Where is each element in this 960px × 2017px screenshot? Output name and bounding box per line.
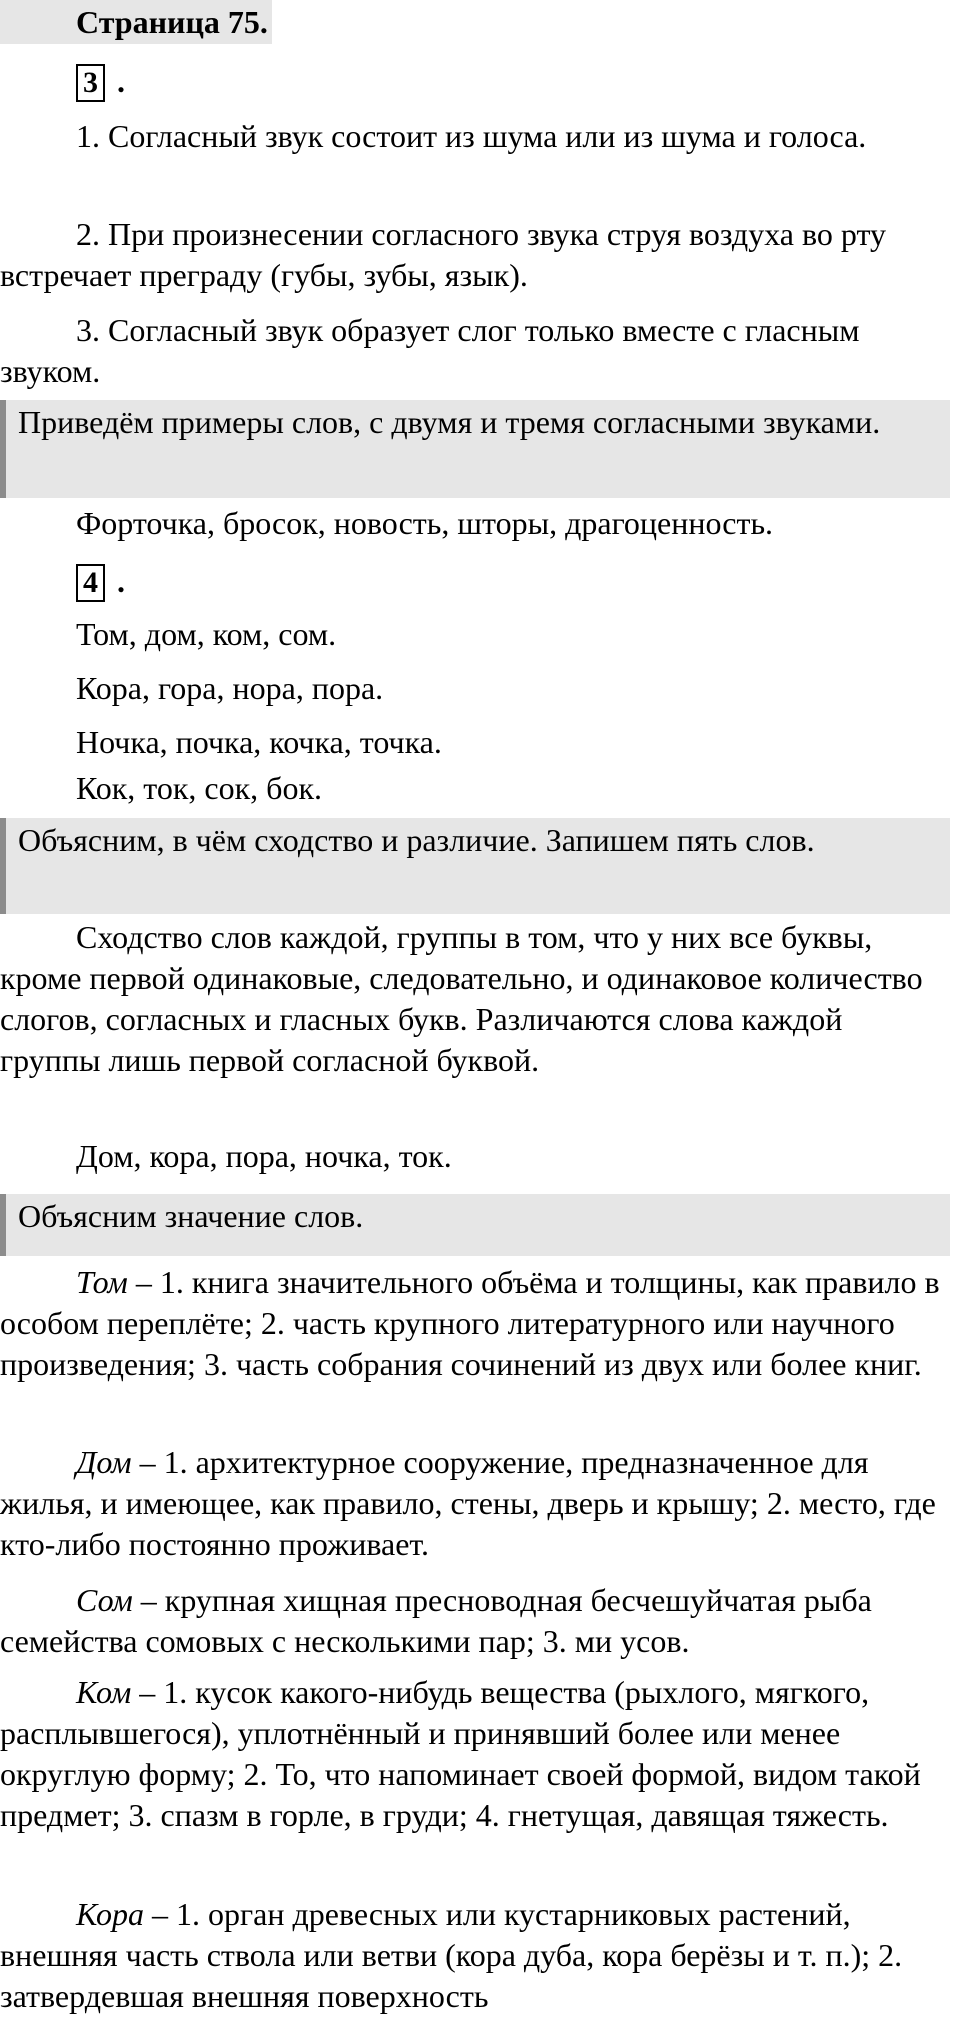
task-4-note-1: Объясним, в чём сходство и различие. Запишем пять слов.: [0, 818, 950, 914]
definition-kom: [0, 1672, 950, 1836]
task-3-paragraph-2: 2. При произнесении согласного звука струя воздуха во рту встречает преграду (губы, зубы, язык).: [0, 216, 886, 293]
page: Страница 75. 3 . 1. Согласный звук состоит из шума или из шума и голоса. 2. При произнесении согласного звука струя воздуха во рту встречает преграду (губы, зубы, язык). 3. Согласный звук образует слог только вместе с гласным звуком. Приведём примеры слов, с двумя и тремя согласными звуками. Форточка, бросок, новость, шторы, драгоценность. 4 . Том, дом, ком, сом. Кора, гора, нора, пора. Ночка, почка, кочка, точка. Кок, ток, сок, бок. Объясним, в чём сходство и различие. Запишем пять слов. Сходство слов каждой, группы в том, что у них все буквы, кроме первой одинаковые, следовательно, и одинаковое количество слогов, согласных и гласных букв. Различаются слова каждой группы лишь первой согласной буквой. Дом, кора, пора, ночка, ток. Объясним значение слов. Том – 1. книга значительного объёма и толщины, как правило в особом переплёте; 2. часть крупного литературного или научного произведения; 3. часть собрания сочинений из двух или более книг. Дом – 1. архитектурное сооружение, предназначенное для жилья, и имеющее, как правило, стены, дверь и крышу; 2. место, где кто-либо постоянно проживает. Сом – крупная хищная пресноводная бесчешуйчатая рыба семейства сомовых с несколькими пар; 3. ми усов. Ком – 1. кусок какого-нибудь вещества (рыхлого, мягкого, расплывшегося), уплотнённый и принявший более или менее округлую форму; 2. То, что напоминает своей формой, видом такой предмет; 3. спазм в горле, в груди; 4. гнетущая, давящая тяжесть. Кора – 1. орган древесных или кустарниковых растений, внешняя часть ствола или ветви (кора дуба, кора берёзы и т. п.); 2. затвердевшая внешняя поверхность: [0, 0, 960, 2015]
task-4-five-words: Дом, кора, пора, ночка, ток.: [76, 1138, 452, 1174]
definition-word: Ком: [76, 1674, 132, 1710]
task-4-line-4: Кок, ток, сок, бок.: [76, 770, 322, 806]
task-3-examples: Форточка, бросок, новость, шторы, драгоценность.: [76, 505, 774, 541]
definition-tom: [0, 1262, 950, 1385]
definition-som: [0, 1580, 950, 1662]
task-4-line-1: Том, дом, ком, сом.: [76, 616, 337, 652]
task-4-number: 4: [76, 564, 105, 602]
definition-text: – 1. книга значительного объёма и толщины, как правило в особом переплёте; 2. часть крупного литературного или научного произведения; 3. часть собрания сочинений из двух или более книг.: [0, 1264, 940, 1382]
task-4-similarity: Сходство слов каждой, группы в том, что у них все буквы, кроме первой одинаковые, следовательно, и одинаковое количество слогов, согласных и гласных букв. Различаются слова каждой группы лишь первой согласной буквой.: [0, 919, 923, 1078]
definition-text: – 1. архитектурное сооружение, предназначенное для жилья, и имеющее, как правило, стены, дверь и крышу; 2. место, где кто-либо постоянно проживает.: [0, 1444, 936, 1562]
definition-word: Том: [76, 1264, 128, 1300]
task-3-paragraph-3: 3. Согласный звук образует слог только вместе с гласным звуком.: [0, 312, 860, 389]
task-3-note: Приведём примеры слов, с двумя и тремя согласными звуками.: [0, 400, 950, 498]
definition-text: – крупная хищная пресноводная бесчешуйчатая рыба семейства сомовых с несколькими пар; 3. ми усов.: [0, 1582, 872, 1659]
task-4-note-2: Объясним значение слов.: [0, 1194, 950, 1256]
definition-word: Кора: [76, 1896, 145, 1932]
definition-dom: [0, 1442, 950, 1565]
definition-kora: [0, 1894, 950, 2017]
task-4-line-2: Кора, гора, нора, пора.: [76, 670, 384, 706]
task-4-line-3: Ночка, почка, кочка, точка.: [76, 724, 442, 760]
page-title: Страница 75.: [0, 0, 272, 44]
definition-word: Сом: [76, 1582, 133, 1618]
task-3-paragraph-1: 1. Согласный звук состоит из шума или из шума и голоса.: [76, 118, 867, 154]
definition-text: – 1. орган древесных или кустарниковых растений, внешняя часть ствола или ветви (кора дуба, кора берёзы и т. п.); 2. затвердевшая внешняя поверхность: [0, 1896, 903, 2014]
task-3-number: 3: [76, 64, 105, 102]
definition-text: – 1. кусок какого-нибудь вещества (рыхлого, мягкого, расплывшегося), уплотнённый и принявший более или менее округлую форму; 2. То, что напоминает своей формой, видом такой предмет; 3. спазм в горле, в груди; 4. гнетущая, давящая тяжесть.: [0, 1674, 921, 1833]
definition-word: Дом: [76, 1444, 132, 1480]
